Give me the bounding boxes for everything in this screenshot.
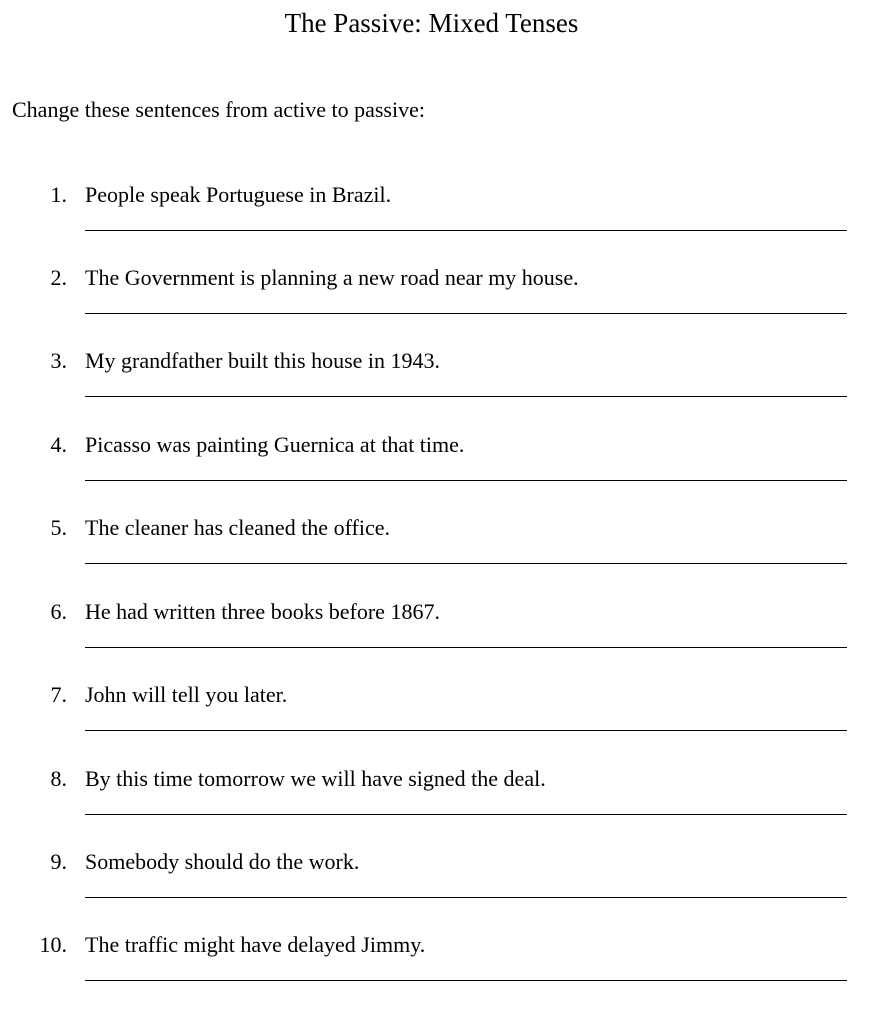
exercise-item-1: [0, 180, 878, 240]
exercise-item-5: [0, 513, 878, 573]
item-sentence: Picasso was painting Guernica at that time.: [85, 432, 465, 457]
answer-line[interactable]: [85, 897, 847, 898]
item-sentence: He had written three books before 1867.: [85, 599, 440, 624]
item-sentence: My grandfather built this house in 1943.: [85, 348, 441, 373]
item-sentence: The cleaner has cleaned the office.: [85, 515, 390, 540]
item-sentence: Somebody should do the work.: [85, 849, 360, 874]
exercise-item-8: [0, 764, 878, 824]
item-number: 2.: [50, 265, 67, 290]
exercise-item-9: [0, 847, 878, 907]
item-number: 3.: [50, 348, 67, 373]
answer-line[interactable]: [85, 814, 847, 815]
item-sentence: By this time tomorrow we will have signed the deal.: [85, 766, 546, 791]
exercise-item-7: [0, 680, 878, 740]
answer-line[interactable]: [85, 563, 847, 564]
item-number: 6.: [50, 599, 67, 624]
answer-line[interactable]: [85, 480, 847, 481]
exercise-item-3: [0, 346, 878, 406]
exercise-item-10: [0, 930, 878, 990]
instruction-text: Change these sentences from active to passive:: [12, 97, 425, 122]
item-number: 1.: [50, 182, 67, 207]
item-number: 9.: [50, 849, 67, 874]
item-sentence: People speak Portuguese in Brazil.: [85, 182, 392, 207]
answer-line[interactable]: [85, 313, 847, 314]
answer-line[interactable]: [85, 396, 847, 397]
exercise-item-2: [0, 263, 878, 323]
item-number: 8.: [50, 766, 67, 791]
exercise-item-6: [0, 597, 878, 657]
answer-line[interactable]: [85, 230, 847, 231]
item-number: 7.: [50, 682, 67, 707]
item-number: 5.: [50, 515, 67, 540]
item-number: 4.: [50, 432, 67, 457]
answer-line[interactable]: [85, 730, 847, 731]
answer-line[interactable]: [85, 980, 847, 981]
exercise-item-4: [0, 430, 878, 490]
item-sentence: The Government is planning a new road near my house.: [85, 265, 579, 290]
item-sentence: John will tell you later.: [85, 682, 288, 707]
item-number: 10.: [39, 932, 67, 957]
page-title: The Passive: Mixed Tenses: [284, 8, 579, 38]
answer-line[interactable]: [85, 647, 847, 648]
item-sentence: The traffic might have delayed Jimmy.: [85, 932, 426, 957]
